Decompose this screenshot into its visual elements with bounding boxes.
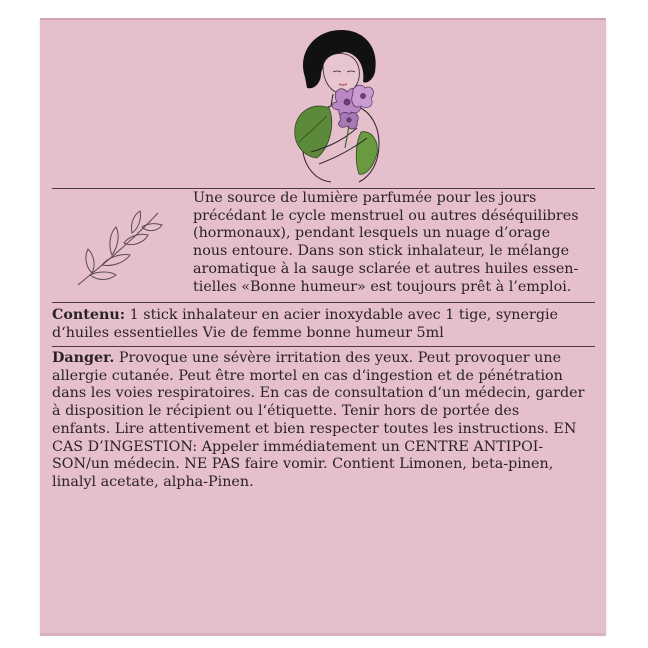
danger-text: Provoque une sévère irritation des yeux. Peut provoquer une — [114, 350, 562, 366]
sage-sprig-icon — [72, 205, 172, 290]
danger-section — [52, 350, 602, 492]
contents-section — [52, 307, 602, 342]
description-line: Une source de lumière parfumée pour les jours — [193, 190, 537, 206]
description-line: nous entoure. Dans son stick inhalateur, le mélange — [193, 243, 570, 260]
divider-middle — [52, 302, 595, 303]
danger-text: linalyl acetate, alpha-Pinen. — [52, 473, 254, 490]
danger-text: dans les voies respiratoires. En cas de consultation d‘un médecin, garder — [52, 385, 585, 402]
contents-text: 1 stick inhalateur en acier inoxydable avec 1 tige, synergie — [125, 307, 558, 323]
divider-bottom — [52, 346, 595, 347]
danger-label: Danger. — [52, 350, 115, 366]
description-line: précédant le cycle menstruel ou autres déséquilibres — [193, 207, 579, 224]
description-line: tielles «Bonne humeur» est toujours prêt à l’emploi. — [193, 278, 572, 295]
contents-label: Contenu: — [52, 307, 126, 323]
description-line: aromatique à la sauge sclarée et autres huiles essen- — [193, 260, 579, 277]
woman-hugging-flowers-icon — [275, 22, 415, 187]
product-description — [193, 190, 603, 296]
contents-text: d‘huiles essentielles Vie de femme bonne humeur 5ml — [52, 324, 444, 341]
danger-text: à disposition le récipient ou l‘étiquette. Tenir hors de portée des — [52, 403, 520, 420]
danger-text: SON/un médecin. NE PAS faire vomir. Contient Limonen, beta-pinen, — [52, 456, 554, 473]
danger-text: CAS D’INGESTION: Appeler immédiatement un CENTRE ANTIPOI- — [52, 438, 544, 455]
description-line: (hormonaux), pendant lesquels un nuage d’orage — [193, 225, 551, 242]
divider-top — [52, 188, 595, 189]
box-bottom-edge — [40, 633, 606, 636]
danger-text: enfants. Lire attentivement et bien respecter toutes les instructions. EN — [52, 420, 577, 437]
danger-text: allergie cutanée. Peut être mortel en cas d‘ingestion et de pénétration — [52, 367, 563, 384]
